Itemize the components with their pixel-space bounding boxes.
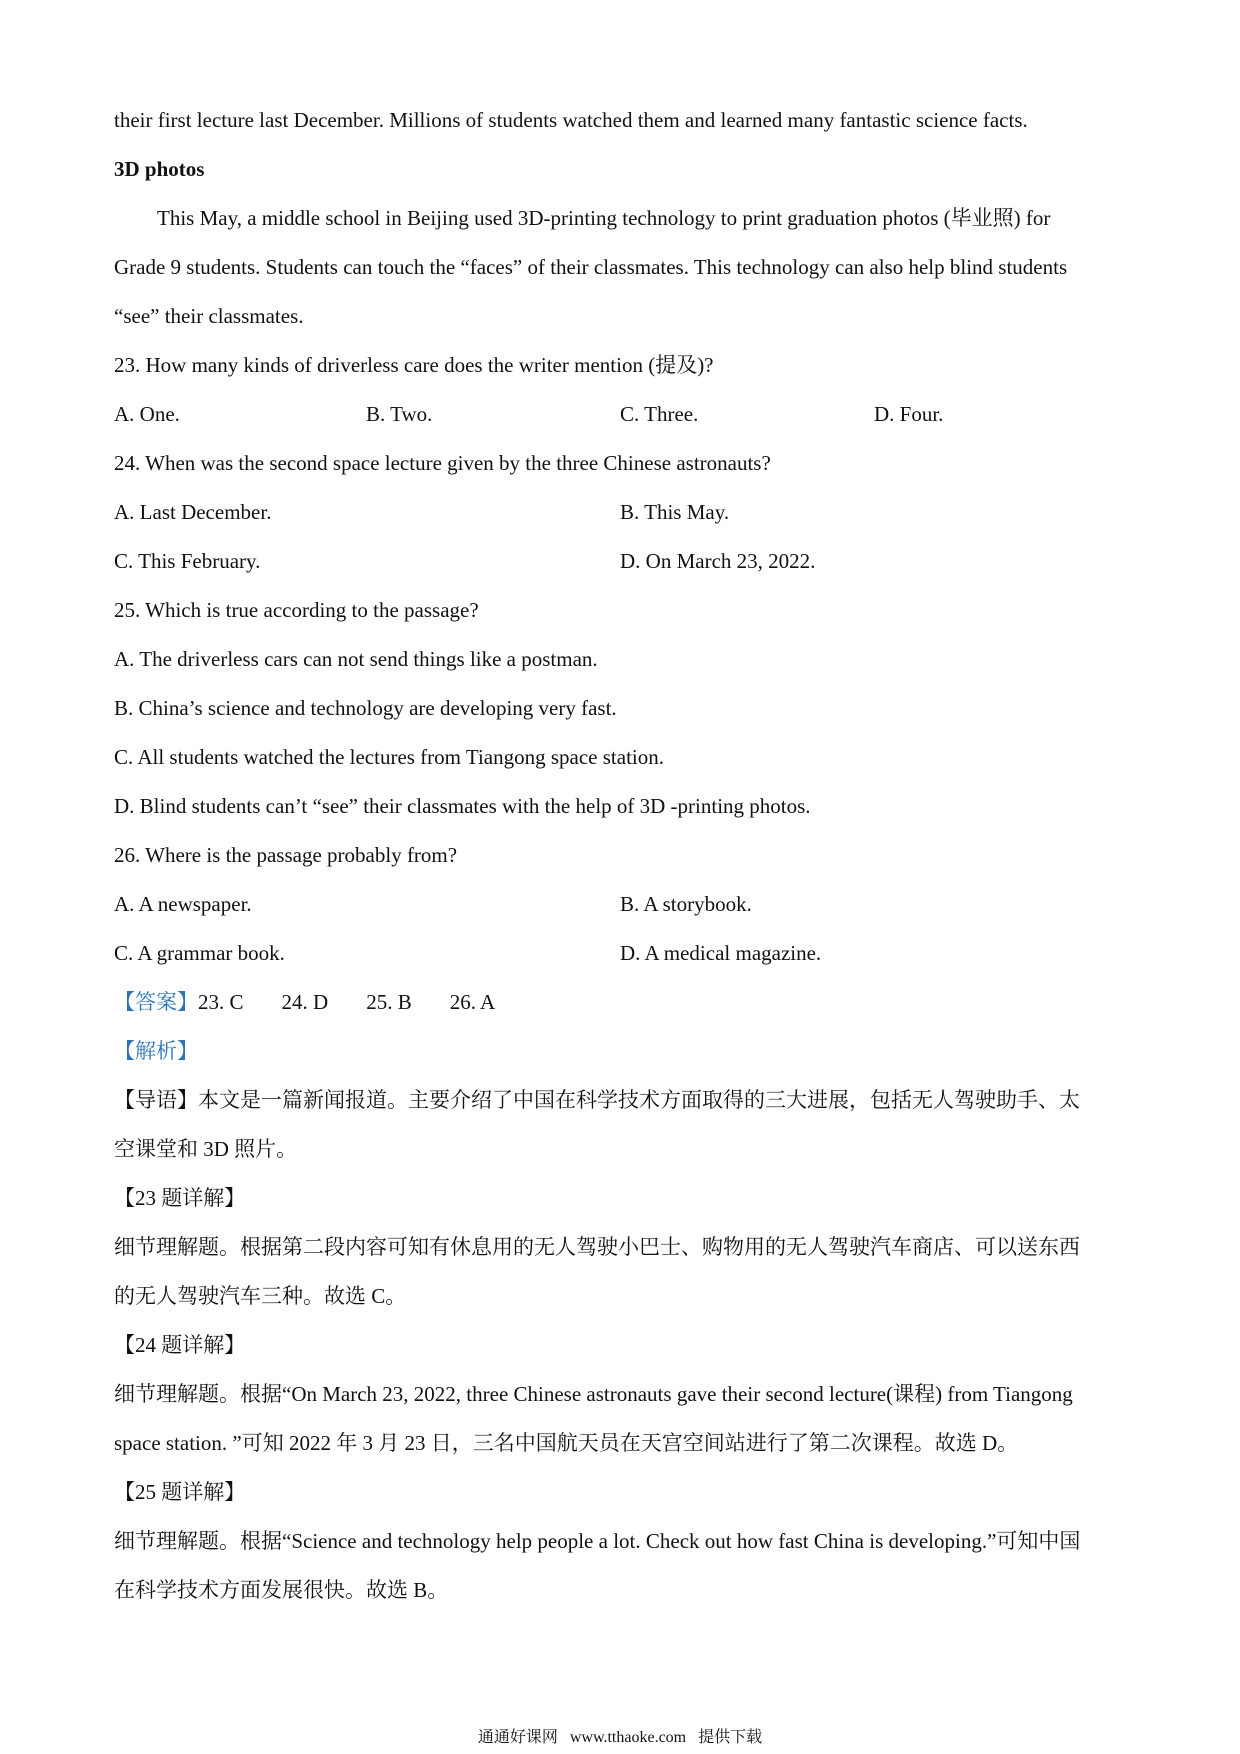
question-24-option-c: C. This February.: [114, 549, 261, 573]
question-26-stem: 26. Where is the passage probably from?: [114, 843, 458, 867]
analysis-intro-line: 【导语】本文是一篇新闻报道。主要介绍了中国在科学技术方面取得的三大进展，包括无人驾驶助手、太: [114, 1088, 1080, 1112]
footer-site-name: 通通好课网: [477, 1729, 558, 1746]
question-23-option-b: B. Two.: [366, 402, 433, 426]
answer-item: 24. D: [281, 990, 329, 1014]
question-25-option-a: A. The driverless cars can not send things like a postman.: [114, 647, 598, 671]
page-footer: [0, 1728, 1240, 1748]
question-24-option-d: D. On March 23, 2022.: [620, 549, 816, 573]
q23-detail-title: 【23 题详解】: [114, 1186, 246, 1210]
footer-url[interactable]: www.tthaoke.com: [569, 1729, 687, 1746]
question-26-option-c: C. A grammar book.: [114, 941, 285, 965]
passage-line: Grade 9 students. Students can touch the “faces” of their classmates. This technology can also help blind students: [114, 255, 1068, 279]
question-23-option-c: C. Three.: [620, 402, 699, 426]
answer-item: 26. A: [449, 990, 496, 1014]
question-23-option-d: D. Four.: [874, 402, 944, 426]
question-26-option-b: B. A storybook.: [620, 892, 752, 916]
question-25-option-b: B. China’s science and technology are developing very fast.: [114, 696, 617, 720]
question-25-option-d: D. Blind students can’t “see” their classmates with the help of 3D -printing photos.: [114, 794, 811, 818]
answer-item: 25. B: [366, 990, 412, 1014]
question-24-option-b: B. This May.: [620, 500, 730, 524]
q25-detail-line: 细节理解题。根据“Science and technology help people a lot. Check out how fast China is developing.”可知中国: [114, 1529, 1081, 1553]
answer-label: 【答案】: [114, 990, 198, 1014]
analysis-label: 【解析】: [114, 1039, 198, 1063]
q25-detail-title: 【25 题详解】: [114, 1480, 246, 1504]
q24-detail-line: space station. ”可知 2022 年 3 月 23 日，三名中国航天员在天宫空间站进行了第二次课程。故选 D。: [114, 1431, 1019, 1455]
q23-detail-line: 的无人驾驶汽车三种。故选 C。: [114, 1284, 407, 1308]
footer-suffix: 提供下载: [698, 1729, 763, 1746]
q25-detail-line: 在科学技术方面发展很快。故选 B。: [114, 1578, 449, 1602]
question-24-stem: 24. When was the second space lecture given by the three Chinese astronauts?: [114, 451, 771, 475]
passage-line: “see” their classmates.: [114, 304, 304, 328]
question-25-option-c: C. All students watched the lectures from Tiangong space station.: [114, 745, 664, 769]
question-26-option-a: A. A newspaper.: [114, 892, 252, 916]
q24-detail-line: 细节理解题。根据“On March 23, 2022, three Chinese astronauts gave their second lecture(课程) from Tiangong: [114, 1382, 1073, 1406]
passage-line: This May, a middle school in Beijing used 3D-printing technology to print graduation photos (毕业照) for: [157, 206, 1051, 230]
question-24-option-a: A. Last December.: [114, 500, 272, 524]
question-25-stem: 25. Which is true according to the passage?: [114, 598, 479, 622]
question-26-option-d: D. A medical magazine.: [620, 941, 822, 965]
passage-line: their first lecture last December. Millions of students watched them and learned many fantastic science facts.: [114, 108, 1028, 132]
q24-detail-title: 【24 题详解】: [114, 1333, 246, 1357]
question-23-stem: 23. How many kinds of driverless care does the writer mention (提及)?: [114, 353, 714, 377]
analysis-intro-line: 空课堂和 3D 照片。: [114, 1137, 298, 1161]
answer-key: [114, 989, 533, 1015]
question-23-option-a: A. One.: [114, 402, 180, 426]
answer-item: 23. C: [198, 990, 244, 1014]
q23-detail-line: 细节理解题。根据第二段内容可知有休息用的无人驾驶小巴士、购物用的无人驾驶汽车商店、可以送东西: [114, 1235, 1080, 1259]
section-heading-3d-photos: 3D photos: [114, 157, 205, 181]
